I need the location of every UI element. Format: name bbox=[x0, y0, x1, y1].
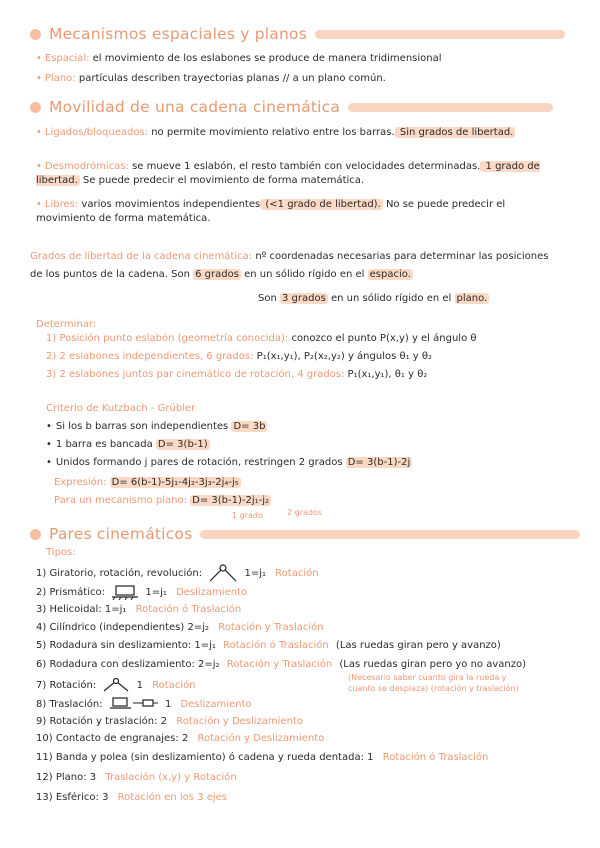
section-heading-movilidad bbox=[30, 98, 553, 116]
heading-dot-icon bbox=[30, 29, 41, 40]
determinar-line-3: 3) 2 eslabones juntos par cinemático de rotación, 4 grados: P₁(x₁,y₁), θ₁ y θ₂ bbox=[46, 369, 428, 380]
criterio-title: Criterio de Kutzbach - Grübler bbox=[46, 403, 196, 414]
ligados-line: • Ligados/bloqueados: no permite movimiento relativo entre los barras. Sin grados de libertad. bbox=[36, 127, 514, 138]
section-title: Mecanismos espaciales y planos bbox=[49, 25, 307, 43]
tipo-row-11: 11) Banda y polea (sin deslizamiento) ó cadena y rueda dentada: 1 Rotación ó Traslación bbox=[36, 752, 489, 763]
criterio-bullet-3: • Unidos formando j pares de rotación, restringen 2 grados D= 3(b-1)-2j bbox=[46, 457, 411, 468]
tipo-row-4: 4) Cilíndrico (independientes) 2=j₂ Rotación y Traslación bbox=[36, 622, 324, 633]
determinar-line-2: 2) 2 eslabones independientes, 6 grados: P₁(x₁,y₁), P₂(x₂,y₂) y ángulos θ₁ y θ₂ bbox=[46, 351, 433, 362]
heading-dot-icon bbox=[30, 529, 41, 540]
tipo-row-2: 2) Prismático: 1=j₁ Deslizamiento bbox=[36, 584, 247, 600]
determinar-line-1: 1) Posición punto eslabón (geometría conocida): conozco el punto P(x,y) y el ángulo θ bbox=[46, 333, 477, 344]
expresion-line: Expresión: D= 6(b-1)-5j₁-4j₂-3j₃-2j₄-j₅ bbox=[54, 477, 239, 488]
tipo-row-1: 1) Giratorio, rotación, revolución: 1=j₁ Rotación bbox=[36, 563, 319, 583]
gdl-definition: Grados de libertad de la cadena cinemática: nº coordenadas necesarias para determinar las posiciones de los puntos de la cadena. Son 6 grados en un sólido rígido en el espacio. bbox=[30, 251, 549, 280]
section-title: Movilidad de una cadena cinemática bbox=[49, 98, 341, 116]
note-2-grados: 2 grados bbox=[287, 508, 323, 517]
gdl-plano-line: Son 3 grados en un sólido rígido en el plano. bbox=[258, 293, 488, 304]
rodadura-side-note: (Necesario saber cuanto gira la rueda y cuanto se desplaza) (rotación y traslación) bbox=[348, 673, 519, 693]
prismatic-joint-icon bbox=[111, 584, 139, 600]
tipo-row-6: 6) Rodadura con deslizamiento: 2=j₂ Rotación y Traslación (Las ruedas giran pero yo no avanzo) bbox=[36, 659, 526, 670]
tipo-row-13: 13) Esférico: 3 Rotación en los 3 ejes bbox=[36, 792, 228, 803]
note-1-grado: 1 grado bbox=[232, 511, 263, 520]
heading-underline bbox=[348, 103, 553, 112]
tipo-row-9: 9) Rotación y traslación: 2 Rotación y Deslizamiento bbox=[36, 716, 303, 727]
tipo-row-7: 7) Rotación: 1 Rotación bbox=[36, 677, 196, 693]
tipo-row-3: 3) Helicoidal: 1=j₁ Rotación ó Traslación bbox=[36, 604, 242, 615]
heading-underline bbox=[200, 530, 580, 539]
criterio-bullet-2: • 1 barra es bancada D= 3(b-1) bbox=[46, 439, 208, 450]
determinar-title: Determinar: bbox=[36, 319, 97, 330]
criterio-bullet-1: • Si los b barras son independientes D= 3b bbox=[46, 421, 266, 432]
tipo-row-8: 8) Traslación: 1 Deslizamiento bbox=[36, 696, 252, 712]
section-heading-pares bbox=[30, 525, 580, 543]
plano-expr-line: Para un mecanismo plano: D= 3(b-1)-2j₁-j₂ bbox=[54, 495, 270, 506]
heading-dot-icon bbox=[30, 102, 41, 113]
heading-underline bbox=[315, 30, 565, 39]
desmodromicas-line: • Desmodrómicas: se mueve 1 eslabón, el resto también con velocidades determinadas. 1 grado de libertad. Se puede predecir el movimiento de forma matemática. bbox=[36, 161, 540, 186]
tipo-row-10: 10) Contacto de engranajes: 2 Rotación y Deslizamiento bbox=[36, 733, 325, 744]
tipos-label: Tipos: bbox=[46, 547, 76, 558]
revolute-joint-icon bbox=[208, 563, 238, 583]
espacial-line: • Espacial: el movimiento de los eslabones se produce de manera tridimensional bbox=[36, 53, 442, 64]
plano-line: • Plano: partículas describen trayectorias planas // a un plano común. bbox=[36, 73, 386, 84]
translation-joint-icon bbox=[109, 696, 159, 712]
section-title: Pares cinemáticos bbox=[49, 525, 193, 543]
tipo-row-5: 5) Rodadura sin deslizamiento: 1=j₁ Rotación ó Traslación (Las ruedas giran pero y avanzo) bbox=[36, 640, 501, 651]
rotation-joint-icon bbox=[102, 677, 130, 693]
section-heading-mecanismos bbox=[30, 25, 565, 43]
libres-line: • Libres: varios movimientos independientes (<1 grado de libertad). No se puede predecir el movimiento de forma matemática. bbox=[36, 199, 506, 224]
tipo-row-12: 12) Plano: 3 Traslación (x,y) y Rotación bbox=[36, 772, 237, 783]
